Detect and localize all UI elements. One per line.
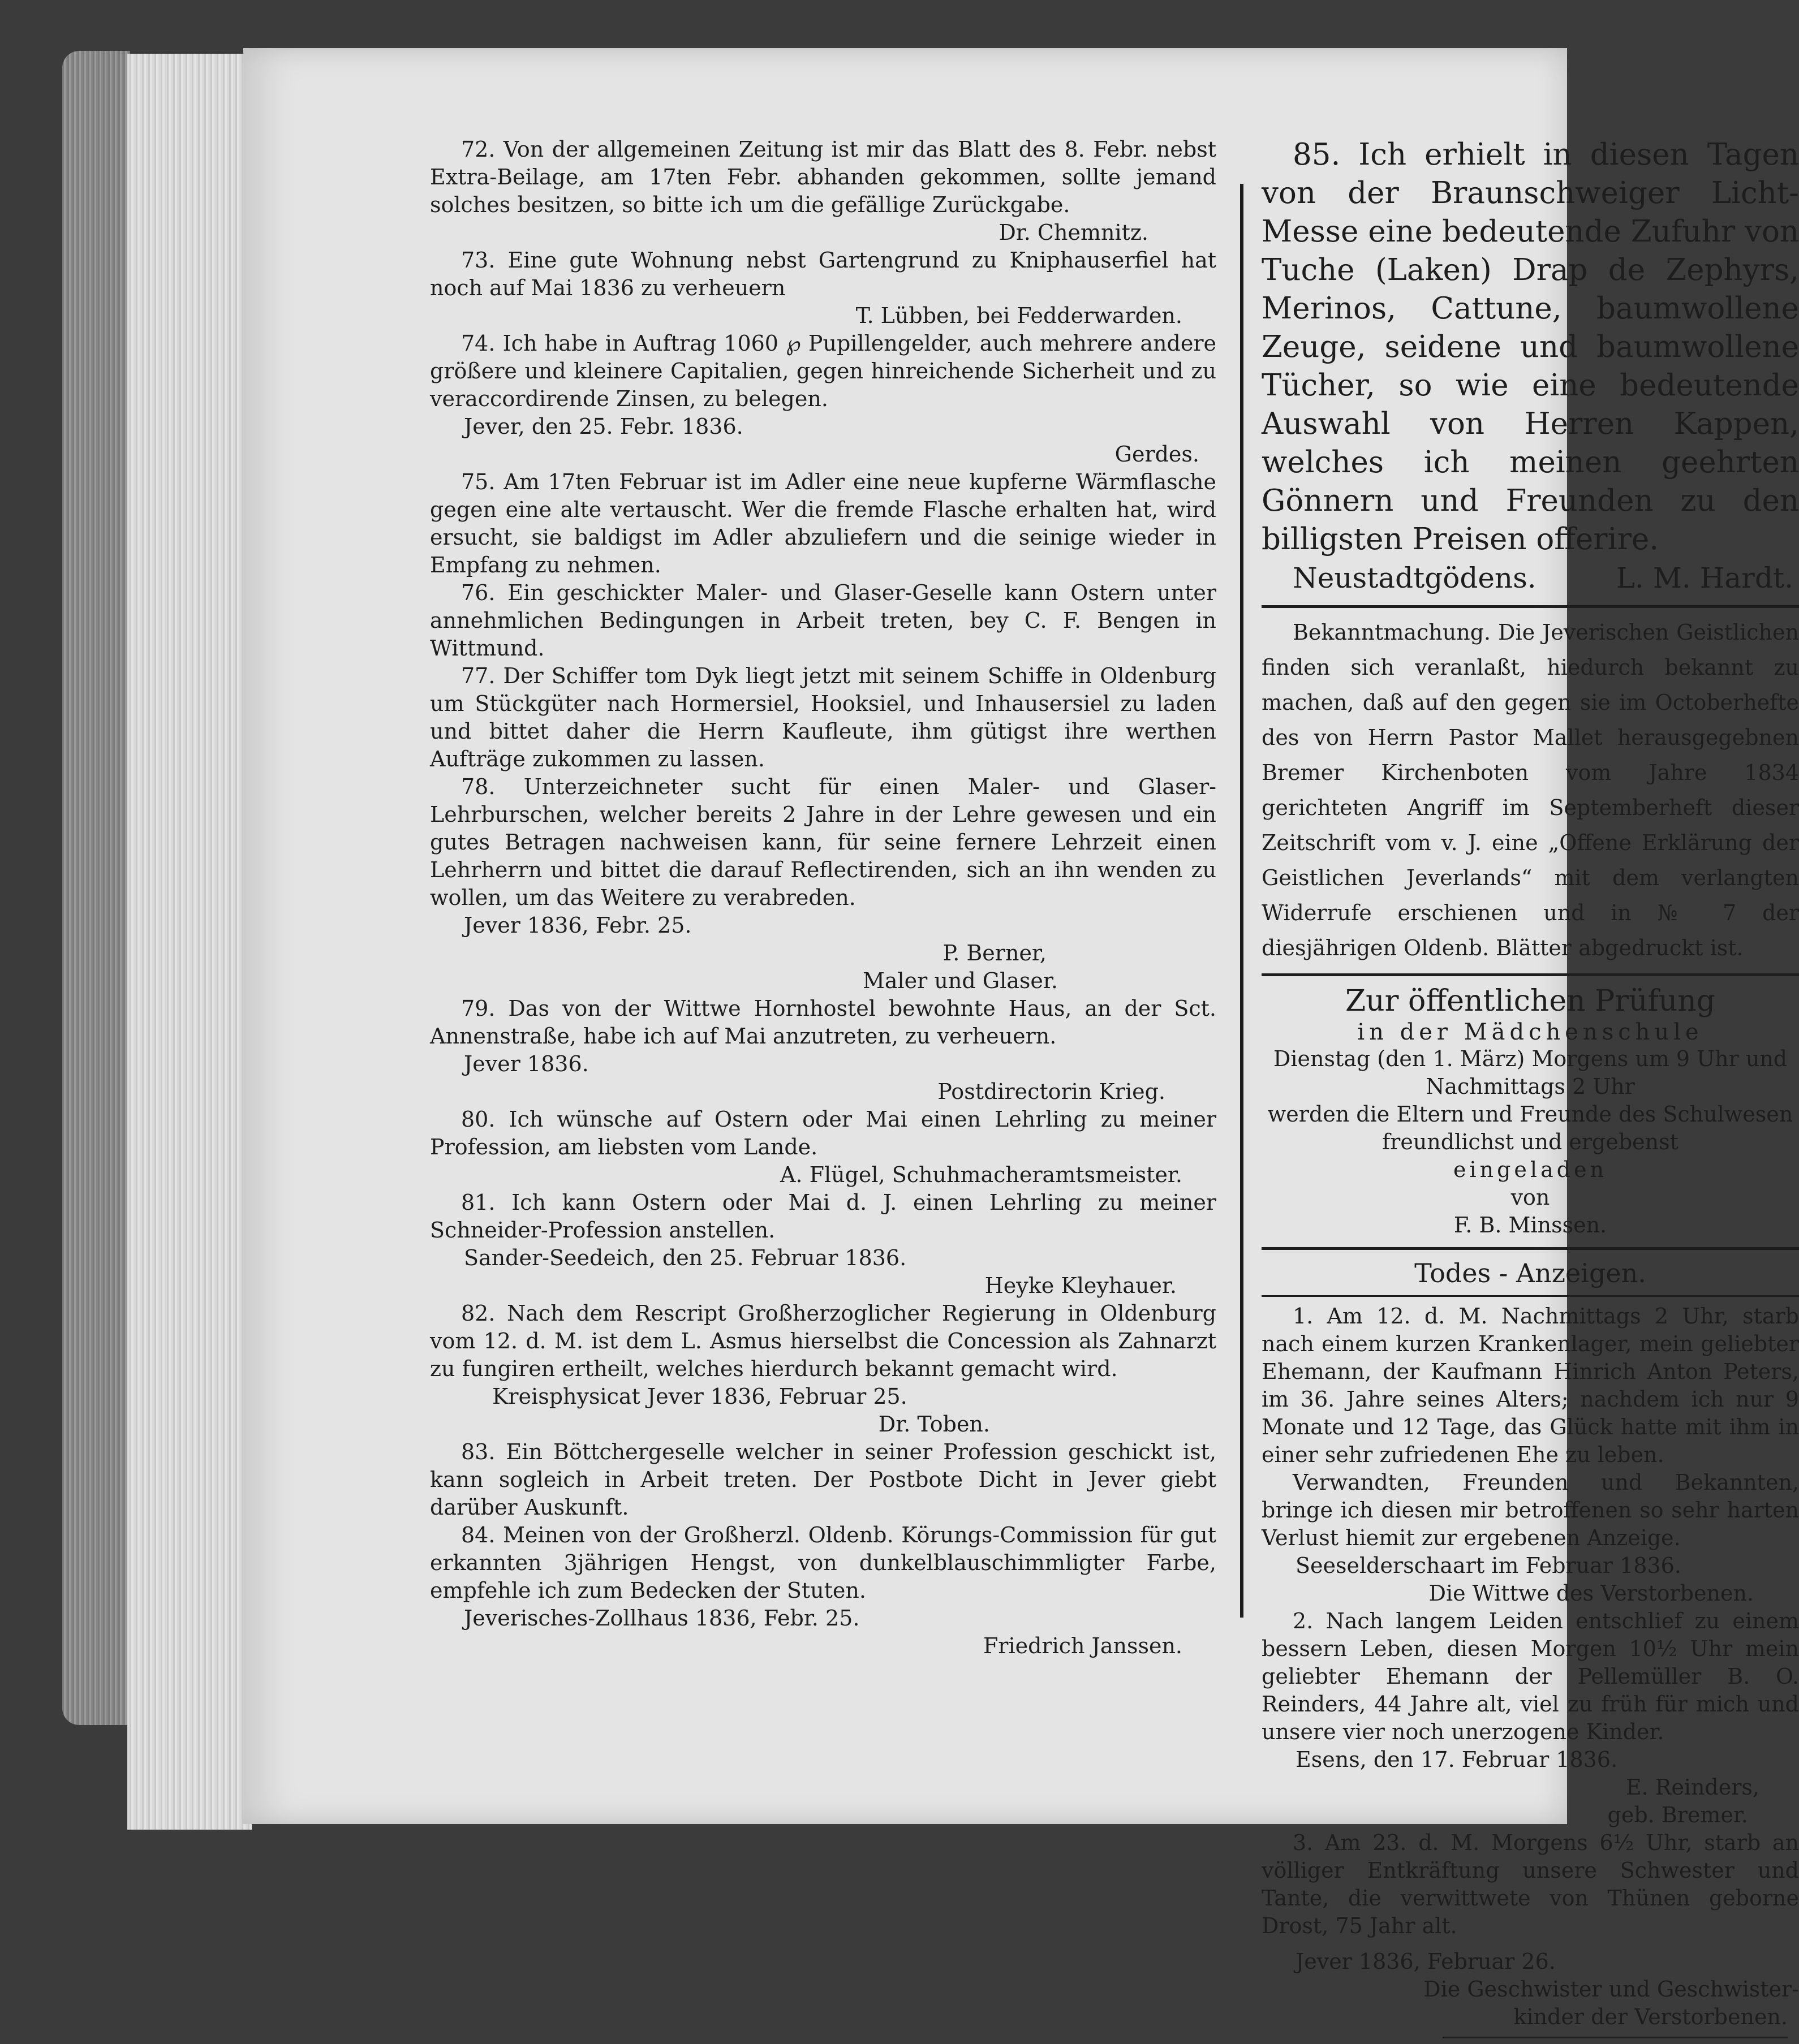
exam-signature: F. B. Minssen. bbox=[1453, 1213, 1607, 1237]
ad-signature: Postdirectorin Krieg. bbox=[937, 1079, 1165, 1104]
ad-text: 85. Ich erhielt in diesen Tagen von der Braunschweiger Licht-Messe eine bedeutende Zufuhr von Tuche (Laken) Drap de Zephyrs, Merinos, Cattune, baumwollene Zeuge, seidene und baumwollene Tücher, so wie eine bedeutende Auswahl von Herren Kappen, welches ich meinen geehrten Gönnern und Freunden zu den billigsten Preisen offerire. bbox=[1262, 137, 1799, 557]
ad-text: 80. Ich wünsche auf Ostern oder Mai einen Lehrling zu meiner Profession, am liebsten vom Lande. bbox=[430, 1107, 1216, 1159]
end-rule bbox=[1443, 2037, 1788, 2038]
notice-text: 1. Am 12. d. M. Nachmittags 2 Uhr, starb nach einem kurzen Krankenlager, mein geliebter Ehemann, der Kaufmann Hinrich Anton Peters, im 36. Jahre seines Alters; nachdem ich nur 9 Monate und 12 Tage, das Glück hatte mit ihm in einer sehr zufriedenen Ehe zu leben. bbox=[1262, 1304, 1799, 1467]
exam-line: Dienstag (den 1. März) Morgens um 9 Uhr und bbox=[1273, 1046, 1788, 1071]
ad-signature: Friedrich Janssen. bbox=[983, 1633, 1182, 1658]
ad-85 bbox=[1262, 136, 1799, 597]
notice-text: 3. Am 23. d. M. Morgens 6½ Uhr, starb an völliger Entkräftung unsere Schwester und Tante, die verwittwete von Thünen geborne Drost, 75 Jahr alt. bbox=[1262, 1830, 1799, 1938]
ad-signature: A. Flügel, Schuhmacheramtsmeister. bbox=[780, 1162, 1182, 1187]
ad-place: Kreisphysicat Jever 1836, Februar 25. bbox=[492, 1384, 907, 1409]
ad-text: 81. Ich kann Ostern oder Mai d. J. einen Lehrling zu meiner Schneider-Profession anstellen. bbox=[430, 1190, 1216, 1243]
divider-rule bbox=[1262, 1247, 1799, 1250]
school-exam-notice bbox=[1262, 983, 1799, 1239]
ad-text: 83. Ein Böttchergeselle welcher in seiner Profession geschickt ist, kann sogleich in Arbeit treten. Der Postbote Dicht in Jever giebt darüber Auskunft. bbox=[430, 1439, 1216, 1520]
notice-place: Esens, den 17. Februar 1836. bbox=[1296, 1747, 1618, 1772]
exam-line: freundlichst und ergebenst bbox=[1382, 1129, 1679, 1154]
ad-75 bbox=[430, 468, 1216, 579]
divider-rule bbox=[1262, 605, 1799, 608]
ad-signature: Gerdes. bbox=[1114, 442, 1199, 467]
death-notice-2 bbox=[1262, 1607, 1799, 1829]
ad-text: 76. Ein geschickter Maler- und Glaser-Geselle kann Ostern unter annehmlichen Bedingungen in Arbeit treten, bey C. F. Bengen in Wittmund. bbox=[430, 580, 1216, 661]
notice-signature-maiden: geb. Bremer. bbox=[1607, 1802, 1748, 1827]
notice-text: 2. Nach langem Leiden entschlief zu einem bessern Leben, diesen Morgen 10½ Uhr mein geliebter Ehemann der Pellemüller B. O. Reinders, 44 Jahre alt, viel zu früh für mich und unsere vier noch unerzogene Kinder. bbox=[1262, 1609, 1799, 1744]
ad-77 bbox=[430, 662, 1216, 773]
ad-83 bbox=[430, 1438, 1216, 1521]
ad-place: Neustadtgödens. bbox=[1293, 562, 1537, 594]
death-notices bbox=[1262, 1257, 1799, 2038]
notice-place: Jever 1836, Februar 26. bbox=[1296, 1949, 1556, 1974]
ad-82 bbox=[430, 1300, 1216, 1438]
ad-signature: L. M. Hardt. bbox=[1616, 562, 1793, 594]
ad-73 bbox=[430, 247, 1216, 330]
exam-line: von bbox=[1510, 1185, 1550, 1210]
newspaper-page bbox=[243, 48, 1799, 2029]
ad-text: 75. Am 17ten Februar ist im Adler eine neue kupferne Wärmflasche gegen eine alte vertauscht. Wer die fremde Flasche erhalten hat, wird ersucht, sie baldigst im Adler abzuliefern und die seinige wieder in Empfang zu nehmen. bbox=[430, 469, 1216, 577]
ad-text: 79. Das von der Wittwe Hornhostel bewohnte Haus, an der Sct. Annenstraße, habe ich auf Mai anzutreten, zu verheuern. bbox=[430, 996, 1216, 1049]
notice-signature: Die Wittwe des Verstorbenen. bbox=[1428, 1581, 1754, 1606]
announcement-text: Bekanntmachung. Die Jeverischen Geistlichen finden sich veranlaßt, hiedurch bekannt zu machen, daß auf den gegen sie im Octoberhefte des von Herrn Pastor Mallet herausgegebnen Bremer Kirchenboten vom Jahre 1834 gerichteten Angriff im Septemberheft dieser Zeitschrift vom v. J. eine „Offene Erklärung der Geistlichen Jeverlands“ mit dem verlangten Widerrufe erschienen und in № 7 der diesjährigen Oldenb. Blätter abgedruckt ist. bbox=[1262, 620, 1799, 960]
ad-text: 73. Eine gute Wohnung nebst Gartengrund zu Kniphauserfiel hat noch auf Mai 1836 zu verheuern bbox=[430, 248, 1216, 300]
ad-signature-line bbox=[1262, 559, 1799, 597]
right-column bbox=[1262, 136, 1799, 2044]
book-edge bbox=[62, 51, 130, 1725]
notice-signature-cont: kinder der Verstorbenen. bbox=[1513, 2004, 1788, 2029]
death-notice-1 bbox=[1262, 1303, 1799, 1607]
ad-place: Sander-Seedeich, den 25. Februar 1836. bbox=[464, 1245, 907, 1270]
ad-81 bbox=[430, 1189, 1216, 1300]
death-notice-3 bbox=[1262, 1829, 1799, 2038]
ad-80 bbox=[430, 1106, 1216, 1189]
death-notices-title: Todes - Anzeigen. bbox=[1414, 1258, 1646, 1288]
notice-place: Seeselderschaart im Februar 1836. bbox=[1296, 1553, 1681, 1578]
exam-line: eingeladen bbox=[1453, 1157, 1608, 1182]
notice-signature: E. Reinders, bbox=[1625, 1775, 1759, 1800]
ad-text: 78. Unterzeichneter sucht für einen Maler- und Glaser-Lehrburschen, welcher bereits 2 Jahre in der Lehre gewesen und ein gutes Betragen nachweisen kann, für seine fernere Lehrzeit einen Lehrherrn und bittet die darauf Reflectirenden, sich an ihn wenden zu wollen, um das Weitere zu verabreden. bbox=[430, 774, 1216, 910]
exam-title: Zur öffentlichen Prüfung bbox=[1345, 984, 1715, 1018]
ad-text: 72. Von der allgemeinen Zeitung ist mir das Blatt des 8. Febr. nebst Extra-Beilage, am 17ten Febr. abhanden gekommen, sollte jemand solches besitzen, so bitte ich um die gefällige Zurückgabe. bbox=[430, 137, 1216, 217]
ad-79 bbox=[430, 995, 1216, 1106]
left-column bbox=[430, 136, 1216, 1660]
exam-line: werden die Eltern und Freunde des Schulwesen bbox=[1267, 1102, 1793, 1127]
exam-line: Nachmittags 2 Uhr bbox=[1426, 1074, 1635, 1099]
announcement-bekanntmachung bbox=[1262, 615, 1799, 965]
ad-place: Jeverisches-Zollhaus 1836, Febr. 25. bbox=[464, 1606, 860, 1631]
ad-signature-title: Maler und Glaser. bbox=[862, 968, 1058, 993]
ad-text: 77. Der Schiffer tom Dyk liegt jetzt mit seinem Schiffe in Oldenburg um Stückgüter nach Hormersiel, Hooksiel, und Inhausersiel zu laden und bittet daher die Herrn Kaufleute, ihm gütigst ihre werthen Aufträge zukommen zu lassen. bbox=[430, 663, 1216, 771]
ad-place: Jever, den 25. Febr. 1836. bbox=[464, 414, 743, 439]
ad-signature: Dr. Toben. bbox=[878, 1412, 990, 1437]
page-stack bbox=[127, 54, 252, 1830]
ad-84 bbox=[430, 1521, 1216, 1660]
ad-text: 84. Meinen von der Großherzl. Oldenb. Körungs-Commission für gut erkannten 3jährigen Hengst, von dunkelblauschimmligter Farbe, empfehle ich zum Bedecken der Stuten. bbox=[430, 1523, 1216, 1603]
ad-text: 82. Nach dem Rescript Großherzoglicher Regierung in Oldenburg vom 12. d. M. ist dem L. Asmus hierselbst die Concession als Zahnarzt zu fungiren ertheilt, welches hierdurch bekannt gemacht wird. bbox=[430, 1301, 1216, 1381]
ad-signature: P. Berner, bbox=[942, 941, 1047, 965]
divider-rule bbox=[1262, 973, 1799, 976]
column-divider bbox=[1240, 184, 1243, 1618]
notice-text: Verwandten, Freunden und Bekannten, bringe ich diesen mir betroffenen so sehr harten Verlust hiemit zur ergebenen Anzeige. bbox=[1262, 1470, 1799, 1550]
ad-place: Jever 1836, Febr. 25. bbox=[464, 913, 692, 938]
ad-74 bbox=[430, 330, 1216, 468]
notice-signature: Die Geschwister und Geschwister- bbox=[1423, 1977, 1799, 2002]
ad-signature: Heyke Kleyhauer. bbox=[984, 1273, 1177, 1298]
divider-rule bbox=[1262, 1295, 1799, 1297]
ad-72 bbox=[430, 136, 1216, 247]
exam-subtitle: in der Mädchenschule bbox=[1357, 1019, 1703, 1045]
ad-signature: T. Lübben, bei Fedderwarden. bbox=[855, 303, 1182, 328]
ad-text: 74. Ich habe in Auftrag 1060 ℘ Pupillengelder, auch mehrere andere größere und kleinere Capitalien, gegen hinreichende Sicherheit und zu veraccordirende Zinsen, zu belegen. bbox=[430, 331, 1216, 411]
ad-78 bbox=[430, 773, 1216, 995]
ad-signature: Dr. Chemnitz. bbox=[999, 220, 1148, 245]
ad-76 bbox=[430, 579, 1216, 662]
ad-place: Jever 1836. bbox=[464, 1051, 589, 1076]
